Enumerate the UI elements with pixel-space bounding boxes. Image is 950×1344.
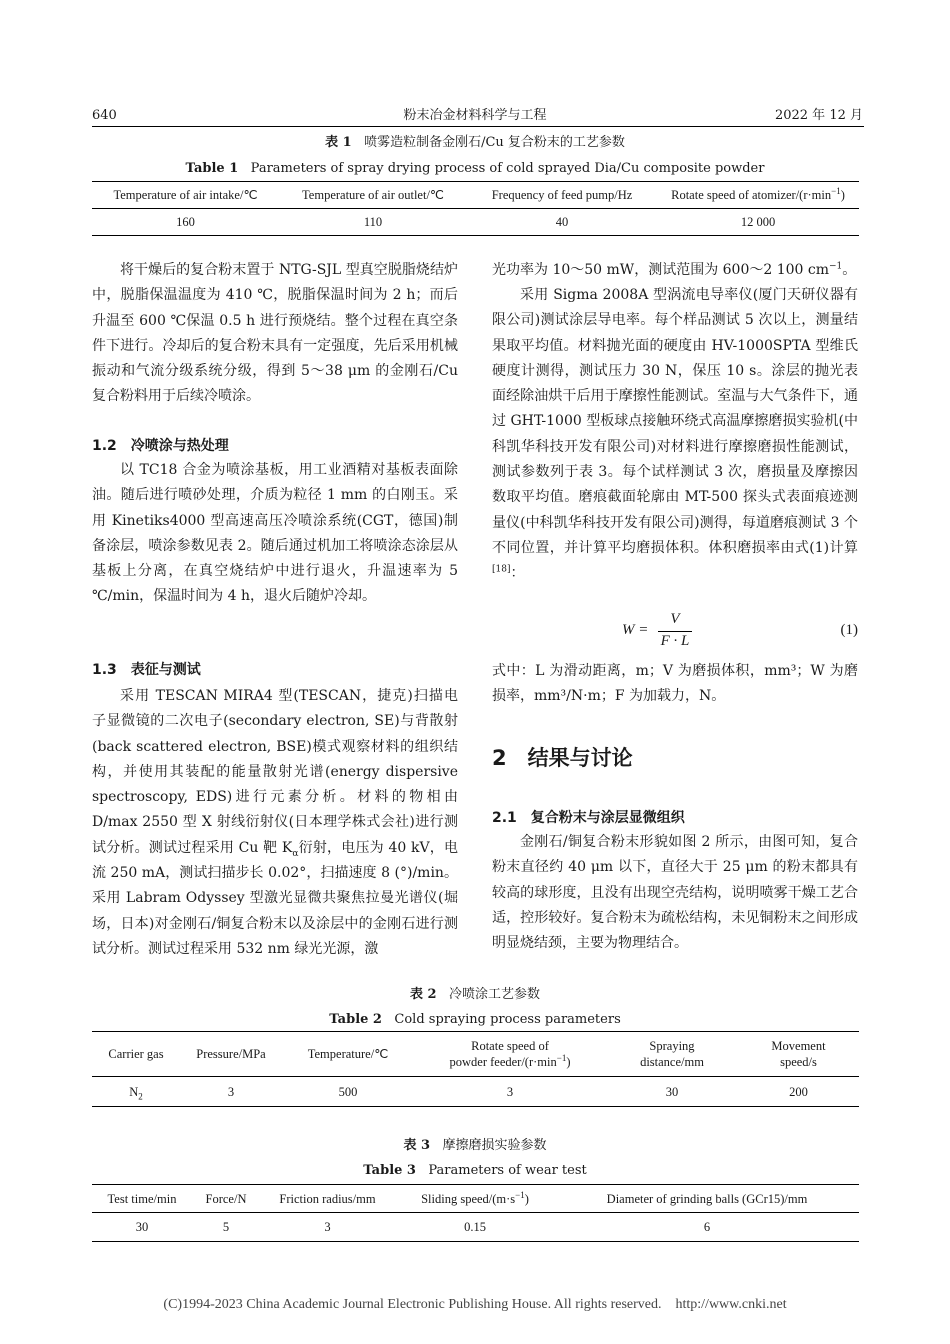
- table3-header: Test time/min: [107, 1191, 177, 1206]
- left-para-1: 将干燥后的复合粉末置于 NTG-SJL 型真空脱脂烧结炉中，脱脂保温温度为 410 ℃，脱脂保温时间为 2 h；而后升温至 600 ℃保温 0.5 h 进行预烧结。整个过程在真空条件下进行。冷却后的复合粉末具有一定强度，先后采用机械振动和气流分级系统分级，得到 5～38 μm 的金刚石/Cu 复合粉料用于后续冷喷涂。: [92, 262, 458, 405]
- right-para-4: 金刚石/铜复合粉末形貌如图 2 所示，由图可知，复合粉末直径约 40 μm 以下，直径大于 25 μm 的粉末都具有较高的球形度，且没有出现空壳结构，说明喷雾干燥工艺合适，控形较好。复合粉末为疏松结构，未见铜粉末之间形成明显烧结颈，主要为物理结合。: [492, 834, 858, 952]
- table2-cell: 200: [789, 1084, 808, 1099]
- section-1-3-heading: 1.3 表征与测试: [92, 662, 201, 678]
- table3-cell: 30: [135, 1220, 149, 1234]
- journal-title: 粉末冶金材料科学与工程: [403, 108, 547, 123]
- section-2-1-heading: 2.1 复合粉末与涂层显微组织: [492, 810, 685, 826]
- equation-denominator: F · L: [660, 633, 690, 649]
- table3-header: Friction radius/mm: [279, 1191, 376, 1206]
- table1-cell: 40: [555, 215, 569, 229]
- table3-cell: 0.15: [464, 1220, 486, 1234]
- table3-cell: 3: [324, 1220, 331, 1234]
- table3-header: Diameter of grinding balls (GCr15)/mm: [606, 1191, 808, 1206]
- table3-title-cn: 摩擦磨损实验参数: [442, 1138, 547, 1153]
- equation-lhs: W =: [622, 622, 649, 638]
- table2-cell: 3: [506, 1084, 514, 1099]
- table1-title-en: Parameters of spray drying process of cold sprayed Dia/Cu composite powder: [250, 161, 765, 176]
- table1-cell: 160: [176, 215, 195, 229]
- table1-label-cn: 表 1: [325, 135, 352, 150]
- table2-label-cn: 表 2: [410, 987, 437, 1002]
- right-para-1: 光功率为 10～50 mW，测试范围为 600～2 100 $cm^{-1}$。: [492, 261, 857, 278]
- equation-1: [492, 610, 858, 655]
- table2-caption-en: [0, 1012, 950, 1028]
- table3-cell: 6: [703, 1220, 711, 1234]
- table2-cell-carrier: $N_2$: [129, 1084, 143, 1101]
- table1-header: Temperature of air outlet/℃: [302, 188, 444, 202]
- table3-cell: 5: [222, 1220, 230, 1234]
- section-2-heading: 2 结果与讨论: [492, 746, 633, 770]
- table2-header: Carrier gas: [108, 1047, 164, 1061]
- table2-header-spray: Spraying distance/mm: [640, 1039, 704, 1069]
- table1-cell: 110: [363, 215, 383, 229]
- table1-row: [92, 209, 859, 236]
- table1: [92, 181, 859, 236]
- section-1-2-heading: 1.2 冷喷涂与热处理: [92, 438, 229, 454]
- right-para-2: 采用 Sigma 2008A 型涡流电导率仪(厦门天研仪器有限公司)测试涂层导电率。每个样品测试 5 次以上，测量结果取平均值。材料抛光面的硬度由 HV-1000SPTA 型维氏硬度计测得，测试压力 30 N，保压 10 s。涂层的抛光表面经除油烘干后用于摩擦性能测试。室温与大气条件下，通过 GHT-1000 型板球点接触环绕式高温摩擦磨损实验机(中科凯华科技开发有限公司)对材料进行摩擦磨损性能测试，测试参数列于表 3。每个试样测试 3 次，磨损量及摩擦因数取平均值。磨痕截面轮廓由 MT-500 探头式表面痕迹测量仪(中科凯华科技开发有限公司)测得，每道磨痕测试 3 个不同位置，并计算平均磨损体积。体积磨损率由式(1)计算[18]：: [492, 287, 858, 582]
- table3-caption-en: [0, 1163, 950, 1179]
- header-rule: [92, 126, 864, 127]
- table3: [92, 1184, 859, 1242]
- table2-row: [92, 1077, 859, 1107]
- fraction-bar: [658, 631, 692, 632]
- issue-date: 2022 年 12 月: [774, 108, 863, 123]
- table2-title-cn: 冷喷涂工艺参数: [448, 987, 540, 1002]
- table2-header-move: Movement speed/s: [771, 1039, 826, 1069]
- table2-header: Temperature/℃: [307, 1047, 389, 1061]
- equation-numerator: V: [670, 611, 680, 627]
- table1-caption-cn: [0, 135, 950, 151]
- table3-title-en: Parameters of wear test: [428, 1163, 587, 1178]
- table1-header: Temperature of air intake/℃: [113, 188, 258, 202]
- table1-cell: 12 000: [740, 215, 776, 229]
- table2-header-row: [92, 1032, 859, 1077]
- table1-header-row: [92, 182, 859, 209]
- table1-header-rotate: Rotate speed of atomizer/$(r\cdot\min^{-1})$: [671, 185, 845, 202]
- table2: [92, 1031, 859, 1107]
- table3-header-row: [92, 1185, 859, 1213]
- table2-header: Pressure/MPa: [196, 1047, 266, 1061]
- table1-title-cn: 喷雾造粒制备金刚石/Cu 复合粉末的工艺参数: [364, 135, 625, 150]
- left-para-3: 采用 TESCAN MIRA4 型(TESCAN，捷克)扫描电子显微镜的二次电子(secondary electron, SE)与背散射(back scattered electron, BSE)模式观察材料的组织结构，并使用其装配的能量散射光谱(energy dispersive spectroscopy, EDS)进行元素分析。材料的物相由 D/max 2550 型 X 射线衍射仪(日本理学株式会社)进行测试分析。测试过程采用 Cu 靶 $K_\alpha$衍射，电压为 40 kV，电流 250 mA，测试扫描步长 0.02°，扫描速度 8 (°)/min。采用 Labram Odyssey 型激光显微共聚焦拉曼光谱仪(堀场，日本)对金刚石/铜复合粉末以及涂层中的金刚石进行测试分析。测试过程采用 532 nm 绿光光源，激: [92, 688, 458, 957]
- copyright-text: (C)1994-2023 China Academic Journal Electronic Publishing House. All rights reserved.: [163, 1297, 662, 1312]
- table3-caption-cn: [0, 1138, 950, 1154]
- table3-header: Force/N: [205, 1191, 247, 1206]
- page-number: 640: [92, 108, 117, 123]
- table2-caption-cn: [0, 987, 950, 1003]
- table2-title-en: Cold spraying process parameters: [394, 1012, 621, 1027]
- table2-header-rotate: Rotate speed of powder feeder/$(r\cdot\min^{-1})$: [449, 1039, 571, 1069]
- right-para-3: 式中：L 为滑动距离，m；V 为磨损体积，mm³；W 为磨损率，mm³/N·m；F 为加载力，N。: [492, 663, 858, 705]
- table1-header: Frequency of feed pump/Hz: [491, 188, 633, 202]
- table1-caption-en: [0, 161, 950, 177]
- table2-cell: 500: [338, 1084, 358, 1099]
- left-para-2: 以 TC18 合金为喷涂基板，用工业酒精对基板表面除油。随后进行喷砂处理，介质为粒径 1 mm 的白刚玉。采用 Kinetiks4000 型高速高压冷喷涂系统(CGT，德国)制备涂层，喷涂参数见表 2。随后通过机加工将喷涂态涂层从基板上分离，在真空烧结炉中进行退火，升温速率为 5 ℃/min，保温时间为 4 h，退火后随炉冷却。: [92, 462, 458, 605]
- table2-cell: 30: [665, 1084, 679, 1099]
- cnki-link[interactable]: http://www.cnki.net: [675, 1297, 787, 1312]
- copyright-footer: [0, 1297, 950, 1313]
- table2-cell: 3: [227, 1084, 235, 1099]
- table1-label-en: Table 1: [185, 161, 239, 176]
- table3-label-en: Table 3: [363, 1163, 416, 1178]
- table3-label-cn: 表 3: [403, 1138, 431, 1153]
- table2-label-en: Table 2: [329, 1012, 382, 1027]
- equation-number: (1): [840, 622, 858, 638]
- table3-header-speed: Sliding speed/$(m\cdot s^{-1})$: [421, 1189, 529, 1206]
- table3-row: [92, 1213, 859, 1242]
